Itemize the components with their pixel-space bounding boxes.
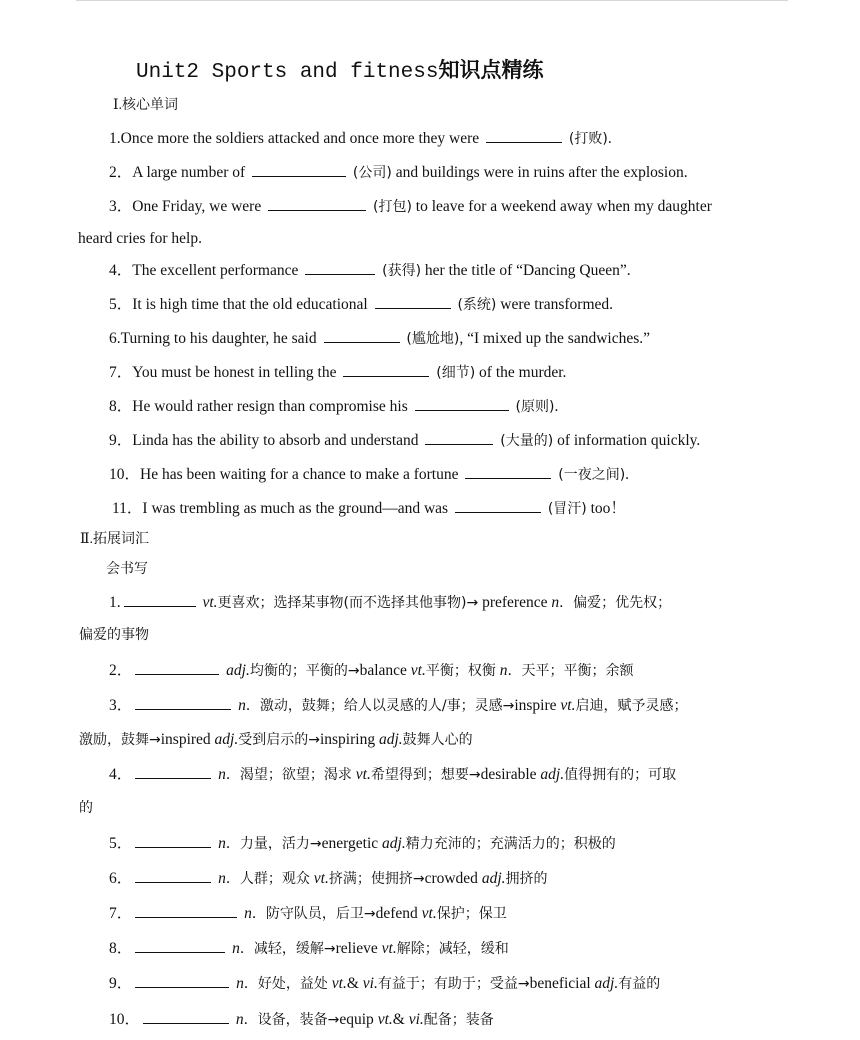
vocab-4-pos-2: vt. bbox=[355, 766, 371, 783]
subsection-writing: 会书写 bbox=[106, 562, 148, 577]
vocab-1-derived-def: ．偏爱；优先权； bbox=[559, 595, 672, 611]
vocab-8-def: ．减轻，缓解→ bbox=[239, 941, 336, 957]
question-4 bbox=[109, 260, 631, 281]
q10-text: 10．He has been waiting for a chance to make a fortune bbox=[109, 466, 459, 483]
q6-text: 6.Turning to his daughter, he said bbox=[109, 330, 317, 347]
question-3-continued: heard cries for help. bbox=[78, 230, 202, 247]
q4-hint: (获得) bbox=[382, 263, 422, 279]
vocab-9-pos: n bbox=[236, 975, 244, 992]
page-title bbox=[136, 54, 543, 84]
vocab-5-derived-def: 精力充沛的；充满活力的；积极的 bbox=[405, 836, 616, 852]
q4-text: 4．The excellent performance bbox=[109, 262, 299, 279]
vocab-9-derived-def: 有益的 bbox=[618, 976, 661, 992]
vocab-7 bbox=[109, 903, 507, 924]
vocab-10-amp: & bbox=[392, 1011, 409, 1028]
question-6 bbox=[109, 328, 650, 349]
vocab-1-derived-pos: n bbox=[551, 594, 560, 611]
vocab-blank-9[interactable] bbox=[135, 973, 229, 988]
q8-end: . bbox=[554, 398, 559, 415]
vocab-3-cont-def: 激励，鼓舞→ bbox=[79, 732, 161, 748]
answer-blank-8[interactable] bbox=[415, 396, 509, 411]
vocab-2 bbox=[109, 660, 633, 681]
answer-blank-4[interactable] bbox=[305, 260, 375, 275]
question-3 bbox=[109, 196, 712, 217]
vocab-3-continued bbox=[79, 730, 473, 750]
vocab-8-number: 8． bbox=[109, 940, 133, 957]
q11-text: 11．I was trembling as much as the ground—and was bbox=[112, 500, 449, 517]
q9-end: of information quickly. bbox=[557, 432, 701, 449]
q7-end: of the murder. bbox=[479, 364, 567, 381]
question-9 bbox=[109, 430, 700, 451]
answer-blank-7[interactable] bbox=[343, 362, 429, 377]
vocab-3-pos: n bbox=[238, 697, 246, 714]
q6-end: , “I mixed up the sandwiches.” bbox=[459, 330, 650, 347]
answer-blank-5[interactable] bbox=[375, 294, 451, 309]
vocab-5-number: 5． bbox=[109, 835, 133, 852]
vocab-3-derived-2-pos: adj. bbox=[214, 731, 239, 748]
vocab-2-pos: adj. bbox=[226, 662, 250, 679]
q9-text: 9．Linda has the ability to absorb and understand bbox=[109, 432, 419, 449]
vocab-6-derived-pos: adj. bbox=[481, 870, 506, 887]
vocab-4-pos: n bbox=[218, 766, 226, 783]
vocab-4-number: 4． bbox=[109, 766, 133, 783]
q6-hint: (尴尬地) bbox=[406, 331, 460, 347]
vocab-6-pos: n bbox=[218, 870, 226, 887]
vocab-6 bbox=[109, 868, 548, 889]
vocab-1 bbox=[109, 592, 671, 613]
vocab-4-derived: desirable bbox=[480, 766, 537, 783]
vocab-5-pos: n bbox=[218, 835, 226, 852]
answer-blank-6[interactable] bbox=[324, 328, 400, 343]
vocab-blank-2[interactable] bbox=[135, 660, 219, 675]
vocab-2-derived-pos: vt. bbox=[410, 662, 426, 679]
answer-blank-9[interactable] bbox=[425, 430, 493, 445]
q11-hint: (冒汗) bbox=[547, 501, 587, 517]
vocab-3-derived-3-def: 鼓舞人心的 bbox=[402, 732, 473, 748]
q1-hint: (打败) bbox=[568, 131, 608, 147]
vocab-2-def: 均衡的；平衡的→ bbox=[249, 663, 360, 679]
vocab-8-derived-pos: vt. bbox=[381, 940, 397, 957]
q1-text: 1.Once more the soldiers attacked and once more they were bbox=[109, 130, 480, 147]
vocab-4-def: ．渴望；欲望；渴求 bbox=[225, 767, 352, 783]
question-2 bbox=[109, 162, 688, 183]
vocab-9-pos-3: vi. bbox=[362, 975, 378, 992]
vocab-7-derived-def: 保护；保卫 bbox=[436, 906, 507, 922]
q3-end: to leave for a weekend away when my daughter bbox=[415, 198, 712, 215]
question-7 bbox=[109, 362, 566, 383]
vocab-1-def: 更喜欢；选择某事物(而不选择其他事物)→ bbox=[217, 595, 479, 611]
q3-text: 3．One Friday, we were bbox=[109, 198, 262, 215]
vocab-9-amp: & bbox=[346, 975, 363, 992]
vocab-7-pos: n bbox=[244, 905, 252, 922]
q9-hint: (大量的) bbox=[500, 433, 554, 449]
vocab-3-derived-2-def: 受到启示的→ bbox=[238, 732, 320, 748]
vocab-4-def-2: 希望得到；想要→ bbox=[370, 767, 481, 783]
vocab-4-derived-pos: adj. bbox=[540, 766, 565, 783]
answer-blank-10[interactable] bbox=[465, 464, 551, 479]
vocab-9-number: 9． bbox=[109, 975, 133, 992]
vocab-8 bbox=[109, 938, 509, 959]
vocab-3 bbox=[109, 695, 687, 716]
vocab-blank-5[interactable] bbox=[135, 833, 211, 848]
title-english: Unit2 Sports and fitness bbox=[136, 61, 439, 84]
vocab-1-derived: preference bbox=[482, 594, 548, 611]
vocab-3-derived-2: inspired bbox=[160, 731, 211, 748]
q2-hint: (公司) bbox=[352, 165, 392, 181]
vocab-5-def: ．力量，活力→ bbox=[225, 836, 322, 852]
vocab-4-continued: 的 bbox=[79, 800, 93, 816]
vocab-9-def-2: 有益于；有助于；受益→ bbox=[377, 976, 530, 992]
q5-text: 5．It is high time that the old educational bbox=[109, 296, 368, 313]
vocab-5-derived: energetic bbox=[321, 835, 379, 852]
vocab-9-derived: beneficial bbox=[529, 975, 591, 992]
vocab-6-pos-2: vt. bbox=[313, 870, 329, 887]
q8-text: 8．He would rather resign than compromise his bbox=[109, 398, 408, 415]
q1-end: . bbox=[607, 130, 612, 147]
vocab-9-pos-2: vt. bbox=[331, 975, 347, 992]
q2-end: and buildings were in ruins after the explosion. bbox=[395, 164, 688, 181]
vocab-3-derived-3-pos: adj. bbox=[378, 731, 403, 748]
q10-hint: (一夜之间) bbox=[558, 467, 626, 483]
vocab-1-pos: vt. bbox=[202, 594, 218, 611]
vocab-3-def: ．激动，鼓舞；给人以灵感的人/事；灵感→ bbox=[245, 698, 515, 714]
answer-blank-3[interactable] bbox=[268, 196, 366, 211]
vocab-4 bbox=[109, 764, 676, 785]
vocab-6-derived: crowded bbox=[424, 870, 478, 887]
vocab-10-derived-pos: vt. bbox=[377, 1011, 393, 1028]
vocab-7-derived-pos: vt. bbox=[421, 905, 437, 922]
vocab-10-derived-def: 配备；装备 bbox=[423, 1012, 494, 1028]
answer-blank-11[interactable] bbox=[455, 498, 541, 513]
vocab-blank-7[interactable] bbox=[135, 903, 237, 918]
vocab-2-derived-def-2: ．天平；平衡；余额 bbox=[507, 663, 634, 679]
question-1 bbox=[109, 128, 612, 149]
question-11 bbox=[112, 498, 626, 519]
top-rule bbox=[76, 0, 788, 1]
q5-end: were transformed. bbox=[500, 296, 614, 313]
vocab-3-number: 3． bbox=[109, 697, 133, 714]
question-8 bbox=[109, 396, 558, 417]
title-chinese: 知识点精练 bbox=[438, 58, 544, 82]
answer-blank-2[interactable] bbox=[252, 162, 346, 177]
q11-end: too！ bbox=[590, 500, 626, 517]
vocab-6-derived-def: 拥挤的 bbox=[505, 871, 548, 887]
vocab-7-derived: defend bbox=[375, 905, 418, 922]
vocab-blank-3[interactable] bbox=[135, 695, 231, 710]
vocab-10-derived: equip bbox=[339, 1011, 374, 1028]
vocab-blank-4[interactable] bbox=[135, 764, 211, 779]
vocab-blank-10[interactable] bbox=[143, 1009, 229, 1024]
answer-blank-1[interactable] bbox=[486, 128, 562, 143]
vocab-blank-8[interactable] bbox=[135, 938, 225, 953]
q10-end: . bbox=[625, 466, 630, 483]
vocab-5 bbox=[109, 833, 616, 854]
q3-hint: (打包) bbox=[372, 199, 412, 215]
q5-hint: (系统) bbox=[457, 297, 497, 313]
vocab-10-number: 10． bbox=[109, 1011, 141, 1028]
question-10 bbox=[109, 464, 629, 485]
vocab-blank-1[interactable] bbox=[124, 592, 196, 607]
section-heading-extended-vocab: Ⅱ.拓展词汇 bbox=[80, 532, 150, 547]
vocab-2-number: 2． bbox=[109, 662, 133, 679]
vocab-1-continued: 偏爱的事物 bbox=[79, 627, 149, 643]
vocab-6-def: ．人群；观众 bbox=[225, 871, 310, 887]
question-5 bbox=[109, 294, 613, 315]
vocab-6-def-2: 挤满；使拥挤→ bbox=[328, 871, 425, 887]
q8-hint: (原则) bbox=[515, 399, 555, 415]
vocab-7-def: ．防守队员，后卫→ bbox=[251, 906, 376, 922]
vocab-8-derived: relieve bbox=[335, 940, 378, 957]
vocab-1-number: 1. bbox=[109, 594, 121, 611]
vocab-9-def: ．好处，益处 bbox=[243, 976, 328, 992]
vocab-10-def: ．设备，装备→ bbox=[243, 1012, 340, 1028]
vocab-5-derived-pos: adj. bbox=[382, 835, 406, 852]
vocab-2-derived-def: 平衡；权衡 bbox=[425, 663, 496, 679]
vocab-4-derived-def: 值得拥有的；可取 bbox=[564, 767, 677, 783]
vocab-3-derived-3: inspiring bbox=[319, 731, 376, 748]
vocab-6-number: 6． bbox=[109, 870, 133, 887]
vocab-10 bbox=[109, 1009, 494, 1030]
vocab-8-derived-def: 解除；减轻，缓和 bbox=[396, 941, 509, 957]
vocab-9 bbox=[109, 973, 660, 994]
vocab-8-pos: n bbox=[232, 940, 240, 957]
vocab-3-derived-pos: vt. bbox=[560, 697, 576, 714]
vocab-3-derived-def: 启迪，赋予灵感； bbox=[575, 698, 688, 714]
vocab-blank-6[interactable] bbox=[135, 868, 211, 883]
vocab-7-number: 7． bbox=[109, 905, 133, 922]
vocab-10-pos: n bbox=[235, 1011, 244, 1028]
q7-text: 7．You must be honest in telling the bbox=[109, 364, 337, 381]
vocab-3-derived: inspire bbox=[514, 697, 557, 714]
q2-text: 2．A large number of bbox=[109, 164, 246, 181]
q4-end: her the title of “Dancing Queen”. bbox=[424, 262, 631, 279]
vocab-10-derived-pos-2: vi. bbox=[408, 1011, 424, 1028]
vocab-9-derived-pos: adj. bbox=[594, 975, 619, 992]
q7-hint: (细节) bbox=[436, 365, 476, 381]
vocab-2-derived-pos-2: n bbox=[499, 662, 508, 679]
section-heading-core-words: Ⅰ.核心单词 bbox=[113, 98, 179, 113]
vocab-2-derived: balance bbox=[359, 662, 407, 679]
